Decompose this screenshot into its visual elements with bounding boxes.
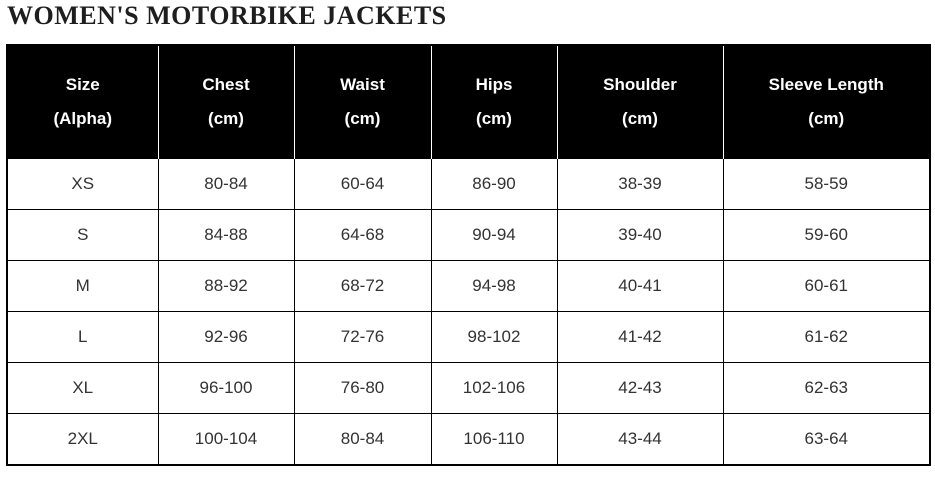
table-cell: 90-94 — [431, 210, 557, 261]
table-cell: 39-40 — [557, 210, 723, 261]
table-cell: 38-39 — [557, 159, 723, 210]
column-header-unit: (cm) — [344, 109, 381, 128]
table-row — [7, 363, 930, 414]
table-cell: 60-64 — [294, 159, 431, 210]
table-cell: 86-90 — [431, 159, 557, 210]
column-header-label: Shoulder — [603, 75, 677, 94]
table-cell: 88-92 — [158, 261, 294, 312]
table-row — [7, 210, 930, 261]
table-row — [7, 159, 930, 210]
column-header-waist — [294, 45, 431, 159]
table-cell: 76-80 — [294, 363, 431, 414]
table-cell: 60-61 — [723, 261, 930, 312]
header-row — [7, 45, 930, 159]
table-cell: 61-62 — [723, 312, 930, 363]
table-cell: XS — [7, 159, 158, 210]
table-cell: XL — [7, 363, 158, 414]
table-header — [7, 45, 930, 159]
column-header-unit: (cm) — [208, 109, 244, 128]
table-cell: 94-98 — [431, 261, 557, 312]
table-row — [7, 414, 930, 466]
table-cell: 2XL — [7, 414, 158, 466]
table-cell: 96-100 — [158, 363, 294, 414]
table-cell: 80-84 — [294, 414, 431, 466]
column-header-hips — [431, 45, 557, 159]
table-cell: 62-63 — [723, 363, 930, 414]
table-cell: 63-64 — [723, 414, 930, 466]
table-row — [7, 261, 930, 312]
column-header-label: Size — [65, 75, 100, 94]
table-cell: M — [7, 261, 158, 312]
column-header-label: Waist — [340, 75, 385, 94]
page-title: WOMEN'S MOTORBIKE JACKETS — [7, 1, 447, 30]
size-chart-table — [6, 44, 931, 466]
column-header-label: Chest — [202, 75, 250, 94]
table-cell: 92-96 — [158, 312, 294, 363]
column-header-label: Hips — [475, 75, 513, 94]
table-row — [7, 312, 930, 363]
table-cell: 84-88 — [158, 210, 294, 261]
column-header-shoulder — [557, 45, 723, 159]
column-header-unit: (Alpha) — [53, 109, 113, 128]
column-header-unit: (cm) — [476, 109, 512, 128]
table-cell: 72-76 — [294, 312, 431, 363]
table-cell: 106-110 — [431, 414, 557, 466]
column-header-unit: (cm) — [808, 109, 845, 128]
table-cell: 80-84 — [158, 159, 294, 210]
table-cell: 102-106 — [431, 363, 557, 414]
column-header-size — [7, 45, 158, 159]
table-cell: 42-43 — [557, 363, 723, 414]
table-cell: 68-72 — [294, 261, 431, 312]
table-cell: 40-41 — [557, 261, 723, 312]
table-cell: 98-102 — [431, 312, 557, 363]
column-header-unit: (cm) — [622, 109, 658, 128]
column-header-label: Sleeve Length — [768, 75, 884, 94]
table-cell: 64-68 — [294, 210, 431, 261]
table-body — [7, 159, 930, 466]
table-cell: 43-44 — [557, 414, 723, 466]
table-cell: 41-42 — [557, 312, 723, 363]
column-header-chest — [158, 45, 294, 159]
table-cell: 59-60 — [723, 210, 930, 261]
table-cell: L — [7, 312, 158, 363]
table-cell: 100-104 — [158, 414, 294, 466]
table-cell: 58-59 — [723, 159, 930, 210]
column-header-sleeve-length — [723, 45, 930, 159]
table-cell: S — [7, 210, 158, 261]
